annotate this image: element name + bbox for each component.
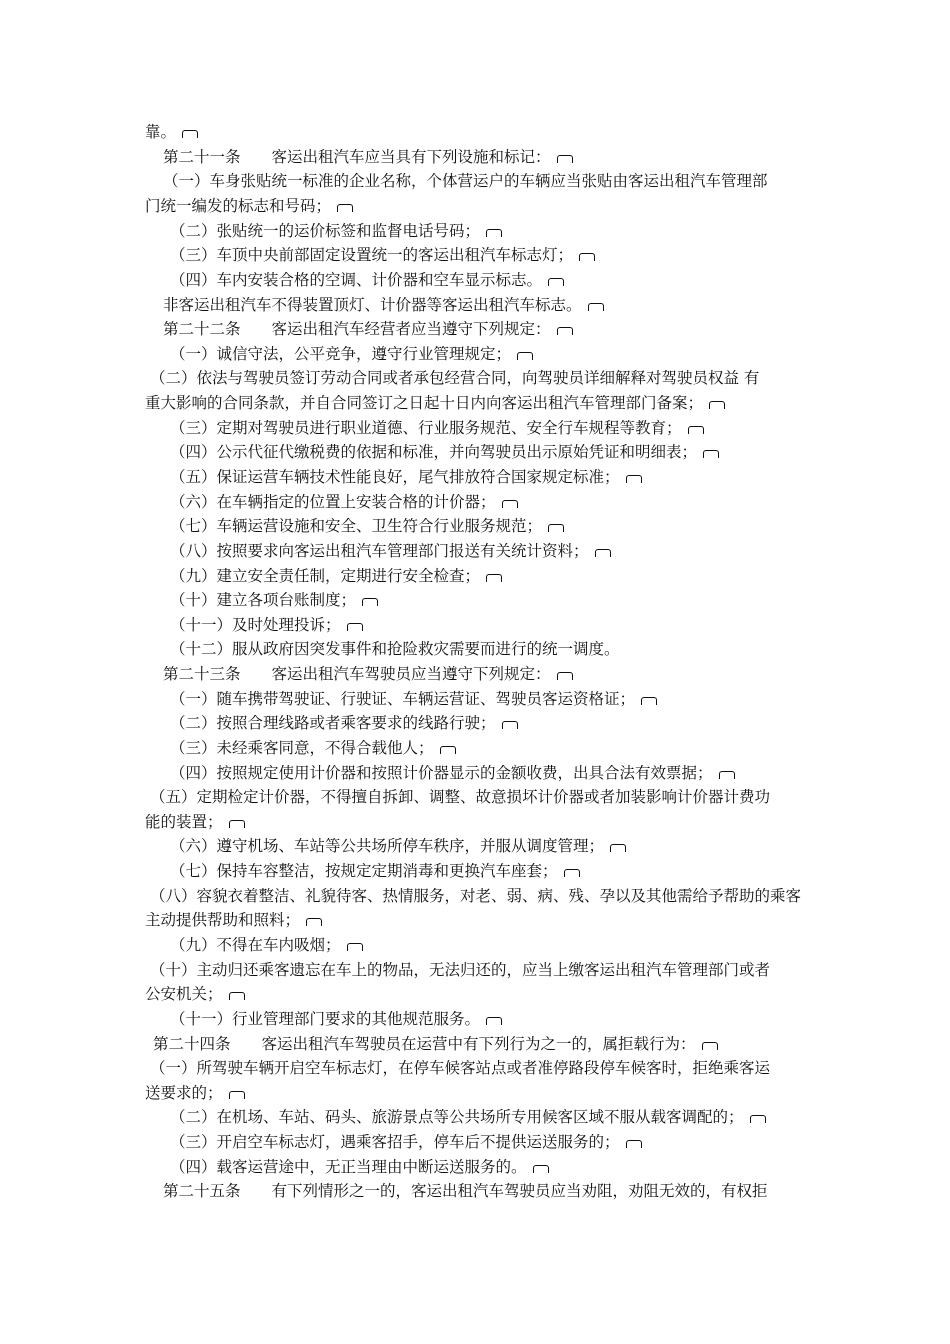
line-text: （二）张贴统一的运价标签和监督电话号码；	[170, 222, 481, 240]
paragraph-mark-icon	[702, 1042, 718, 1050]
line-text: （六）在车辆指定的位置上安装合格的计价器；	[170, 493, 496, 511]
text-line	[170, 933, 815, 957]
text-line	[163, 145, 815, 169]
text-line	[170, 1105, 815, 1129]
line-text: （五）定期检定计价器，不得擅自拆卸、调整、故意损坏计价器或者加装影响计价器计费功	[150, 788, 771, 806]
line-text: 非客运出租汽车不得装置顶灯、计价器等客运出租汽车标志。	[163, 296, 582, 314]
text-line	[170, 761, 815, 785]
text-line	[170, 711, 815, 735]
text-line	[145, 194, 815, 218]
paragraph-mark-icon	[548, 278, 564, 286]
line-text: （二）在机场、车站、码头、旅游景点等公共场所专用候客区域不服从载客调配的；	[170, 1108, 744, 1126]
line-text: 门统一编发的标志和号码；	[145, 197, 332, 215]
line-text: 第二十四条 客运出租汽车驾驶员在运营中有下列行为之一的，属拒载行为：	[153, 1035, 696, 1053]
paragraph-mark-icon	[588, 303, 604, 311]
text-line	[170, 243, 815, 267]
line-text: （十）建立各项台账制度；	[170, 591, 357, 609]
paragraph-mark-icon	[688, 426, 704, 434]
line-text: （七）保持车容整洁，按规定定期消毒和更换汽车座套；	[170, 862, 558, 880]
paragraph-mark-icon	[564, 869, 580, 877]
paragraph-mark-icon	[182, 130, 198, 138]
paragraph-mark-icon	[557, 327, 573, 335]
text-line	[170, 637, 815, 661]
paragraph-mark-icon	[229, 992, 245, 1000]
paragraph-mark-icon	[557, 672, 573, 680]
paragraph-mark-icon	[502, 500, 518, 508]
text-line	[145, 391, 815, 415]
line-text: （三）开启空车标志灯，遇乘客招手，停车后不提供运送服务的；	[170, 1133, 620, 1151]
paragraph-mark-icon	[641, 697, 657, 705]
text-line	[170, 687, 815, 711]
line-text: （八）容貌衣着整洁、礼貌待客、热情服务，对老、弱、病、残、孕以及其他需给予帮助的乘客	[150, 887, 802, 905]
text-line	[170, 859, 815, 883]
line-text: 重大影响的合同条款，并自合同签订之日起十日内向客运出租汽车管理部门备案；	[145, 394, 704, 412]
line-text: （三）定期对驾驶员进行职业道德、行业服务规范、安全行车规程等教育；	[170, 419, 682, 437]
line-text: （十一）行业管理部门要求的其他规范服务。	[170, 1010, 481, 1028]
text-line	[145, 982, 815, 1006]
text-line	[163, 1179, 815, 1203]
paragraph-mark-icon	[502, 721, 518, 729]
text-line	[170, 539, 815, 563]
paragraph-mark-icon	[347, 623, 363, 631]
paragraph-mark-icon	[626, 475, 642, 483]
text-line	[163, 293, 815, 317]
text-line	[170, 834, 815, 858]
line-text: （九）不得在车内吸烟；	[170, 936, 341, 954]
line-text: （八）按照要求向客运出租汽车管理部门报送有关统计资料；	[170, 542, 589, 560]
text-line	[170, 342, 815, 366]
paragraph-mark-icon	[548, 524, 564, 532]
text-line	[170, 490, 815, 514]
text-line	[170, 416, 815, 440]
line-text: （一）所驾驶车辆开启空车标志灯，在停车候客站点或者准停路段停车候客时，拒绝乘客运	[150, 1059, 771, 1077]
paragraph-mark-icon	[750, 1115, 766, 1123]
line-text: （一）随车携带驾驶证、行驶证、车辆运营证、驾驶员客运资格证；	[170, 690, 636, 708]
paragraph-mark-icon	[595, 549, 611, 557]
text-line	[163, 169, 815, 193]
paragraph-mark-icon	[626, 1140, 642, 1148]
text-line	[170, 514, 815, 538]
paragraph-mark-icon	[486, 229, 502, 237]
text-line	[150, 1056, 815, 1080]
text-line	[170, 564, 815, 588]
line-text: 第二十五条 有下列情形之一的，客运出租汽车驾驶员应当劝阻，劝阻无效的，有权拒	[163, 1182, 768, 1200]
text-line	[170, 219, 815, 243]
paragraph-mark-icon	[229, 1091, 245, 1099]
text-line	[150, 884, 815, 908]
text-line	[145, 1081, 815, 1105]
paragraph-mark-icon	[517, 352, 533, 360]
line-text: （六）遵守机场、车站等公共场所停车秩序，并服从调度管理；	[170, 837, 605, 855]
text-line	[170, 268, 815, 292]
line-text: （五）保证运营车辆技术性能良好，尾气排放符合国家规定标准；	[170, 468, 620, 486]
text-line	[153, 1032, 815, 1056]
paragraph-mark-icon	[229, 820, 245, 828]
paragraph-mark-icon	[533, 1165, 549, 1173]
line-text: （三）车顶中央前部固定设置统一的客运出租汽车标志灯；	[170, 246, 574, 264]
line-text: 第二十一条 客运出租汽车应当具有下列设施和标记：	[163, 148, 551, 166]
line-text: 公安机关；	[145, 985, 223, 1003]
line-text: （七）车辆运营设施和安全、卫生符合行业服务规范；	[170, 517, 543, 535]
paragraph-mark-icon	[440, 746, 456, 754]
paragraph-mark-icon	[337, 204, 353, 212]
paragraph-mark-icon	[486, 574, 502, 582]
paragraph-mark-icon	[362, 598, 378, 606]
line-text: 第二十三条 客运出租汽车驾驶员应当遵守下列规定：	[163, 665, 551, 683]
line-text: （二）依法与驾驶员签订劳动合同或者承包经营合同，向驾驶员详细解释对驾驶员权益 有	[150, 369, 760, 387]
line-text: （三）未经乘客同意，不得合载他人；	[170, 739, 434, 757]
line-text: （四）载客运营途中，无正当理由中断运送服务的。	[170, 1158, 527, 1176]
line-text: 靠。	[145, 123, 177, 141]
text-line	[170, 613, 815, 637]
line-text: （十一）及时处理投诉；	[170, 616, 341, 634]
line-text: （二）按照合理线路或者乘客要求的线路行驶；	[170, 714, 496, 732]
line-text: （一）车身张贴统一标准的企业名称，个体营运户的车辆应当张贴由客运出租汽车管理部	[163, 172, 768, 190]
paragraph-mark-icon	[486, 1017, 502, 1025]
line-text: （九）建立安全责任制，定期进行安全检查；	[170, 567, 481, 585]
text-line	[150, 785, 815, 809]
text-line	[145, 120, 815, 144]
paragraph-mark-icon	[306, 918, 322, 926]
text-line	[170, 440, 815, 464]
text-line	[150, 366, 815, 390]
line-text: （四）车内安装合格的空调、计价器和空车显示标志。	[170, 271, 543, 289]
line-text: 主动提供帮助和照料；	[145, 911, 301, 929]
text-line	[163, 662, 815, 686]
line-text: （十）主动归还乘客遗忘在车上的物品，无法归还的，应当上缴客运出租汽车管理部门或者	[150, 961, 771, 979]
text-line	[170, 1007, 815, 1031]
line-text: 送要求的；	[145, 1084, 223, 1102]
text-line	[163, 317, 815, 341]
line-text: （四）公示代征代缴税费的依据和标准，并向驾驶员出示原始凭证和明细表；	[170, 443, 698, 461]
text-line	[145, 810, 815, 834]
text-line	[170, 1130, 815, 1154]
line-text: 第二十二条 客运出租汽车经营者应当遵守下列规定：	[163, 320, 551, 338]
text-line	[170, 736, 815, 760]
line-text: 能的装置；	[145, 813, 223, 831]
text-line	[145, 908, 815, 932]
line-text: （十二）服从政府因突发事件和抢险救灾需要而进行的统一调度。	[170, 640, 620, 658]
text-line	[150, 958, 815, 982]
paragraph-mark-icon	[610, 844, 626, 852]
line-text: （一）诚信守法，公平竞争，遵守行业管理规定；	[170, 345, 512, 363]
paragraph-mark-icon	[703, 450, 719, 458]
paragraph-mark-icon	[557, 155, 573, 163]
text-line	[170, 1155, 815, 1179]
line-text: （四）按照规定使用计价器和按照计价器显示的金额收费，出具合法有效票据；	[170, 764, 713, 782]
paragraph-mark-icon	[579, 253, 595, 261]
paragraph-mark-icon	[719, 771, 735, 779]
paragraph-mark-icon	[709, 401, 725, 409]
text-line	[170, 465, 815, 489]
text-line	[170, 588, 815, 612]
paragraph-mark-icon	[347, 943, 363, 951]
